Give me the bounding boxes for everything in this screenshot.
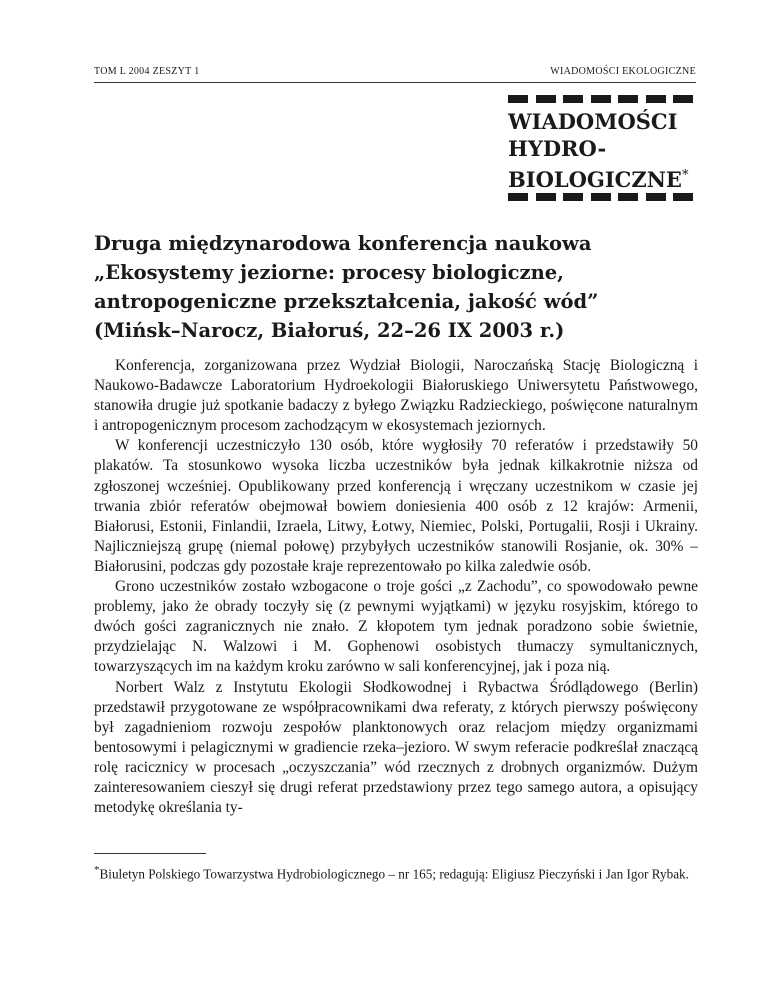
running-head-left: TOM L 2004 ZESZYT 1 — [94, 66, 200, 77]
article-title-line: Druga międzynarodowa konferencja naukowa — [94, 232, 592, 255]
running-head — [94, 66, 696, 77]
header-rule — [94, 82, 696, 83]
paragraph: Konferencja, zorganizowana przez Wydział Biologii, Naroczańską Stację Biologiczną i Naukowo-Badawcze Laboratorium Hydroekologii Białoruskiego Uniwersytetu Państwowego, stanowiła drugie już spotkanie badaczy z byłego Związku Radzieckiego, poświęcone naturalnym i antropogenicznym procesom zachodzącym w ekosystemach jeziornych. — [94, 357, 698, 435]
footnote — [94, 861, 704, 883]
section-title — [508, 108, 688, 193]
dashed-rule-top — [508, 95, 693, 103]
paragraph: W konferencji uczestniczyło 130 osób, które wygłosiły 70 referatów i przedstawiły 50 plakatów. Ta stosunkowo wysoka liczba uczestników była jednak kilkakrotnie niższa od zgłoszonej wcześniej. Opublikowany przed konferencją i wręczany uczestnikom w czasie jej trwania zbiór referatów obejmował bowiem doniesienia 400 osób z 12 krajów: Armenii, Białorusi, Estonii, Finlandii, Izraela, Litwy, Łotwy, Niemiec, Polski, Portugalii, Rosji i Ukrainy. Najliczniejszą grupę (niemal połowę) przybyłych uczestników stanowili Rosjanie, ok. 30% – Białorusini, podczas gdy pozostałe kraje reprezentowało po kilka zaledwie osób. — [94, 437, 698, 575]
section-title-line: HYDRO- — [508, 136, 607, 161]
footnote-marker: * — [681, 168, 689, 183]
paragraph: Grono uczestników zostało wzbogacone o troje gości „z Zachodu”, co spowodowało pewne problemy, jako że obrady toczyły się (z pewnymi wyjątkami) w języku rosyjskim, którego to dwóch gości zagranicznych nie znało. Z kłopotem tym jednak poradzono sobie świetnie, przydzielając N. Walzowi i M. Gophenowi osobistych tłumaczy symultanicznych, towarzyszących im na każdym kroku zarówno w sali konferencyjnej, jak i poza nią. — [94, 578, 698, 676]
article-title-line: antropogeniczne przekształcenia, jakość wód” — [94, 290, 599, 313]
article-title — [94, 229, 714, 345]
dashed-rule-bottom — [508, 193, 693, 201]
paragraph: Norbert Walz z Instytutu Ekologii Słodkowodnej i Rybactwa Śródlądowego (Berlin) przedstawił przygotowane ze współpracownikami dwa referaty, z których pierwszy poświęcony był zagadnieniom rozwoju zespołów planktonowych oraz relacjom między organizmami bentosowymi i pelagicznymi w gradiencie rzeka–jezioro. W swym referacie podkreślał znaczącą rolę racicznicy w procesach „oczyszczania” wód rzecznych z drobnych organizmów. Dużym zainteresowaniem cieszył się drugi referat przedstawiony przez tego samego autora, a opisujący metodykę określania ty- — [94, 678, 698, 817]
article-body — [94, 356, 698, 818]
section-title-line: WIADOMOŚCI — [508, 109, 678, 134]
footnote-text: Biuletyn Polskiego Towarzystwa Hydrobiologicznego – nr 165; redagują: Eligiusz Pieczyński i Jan Igor Rybak. — [99, 866, 689, 882]
running-head-right: WIADOMOŚCI EKOLOGICZNE — [550, 66, 696, 77]
section-title-line: BIOLOGICZNE* — [508, 167, 689, 192]
footnote-marker: * — [94, 864, 100, 876]
footnote-rule — [94, 853, 206, 854]
article-title-line: „Ekosystemy jeziorne: procesy biologiczne, — [94, 261, 564, 284]
article-title-line: (Mińsk–Narocz, Białoruś, 22–26 IX 2003 r.) — [94, 319, 565, 342]
